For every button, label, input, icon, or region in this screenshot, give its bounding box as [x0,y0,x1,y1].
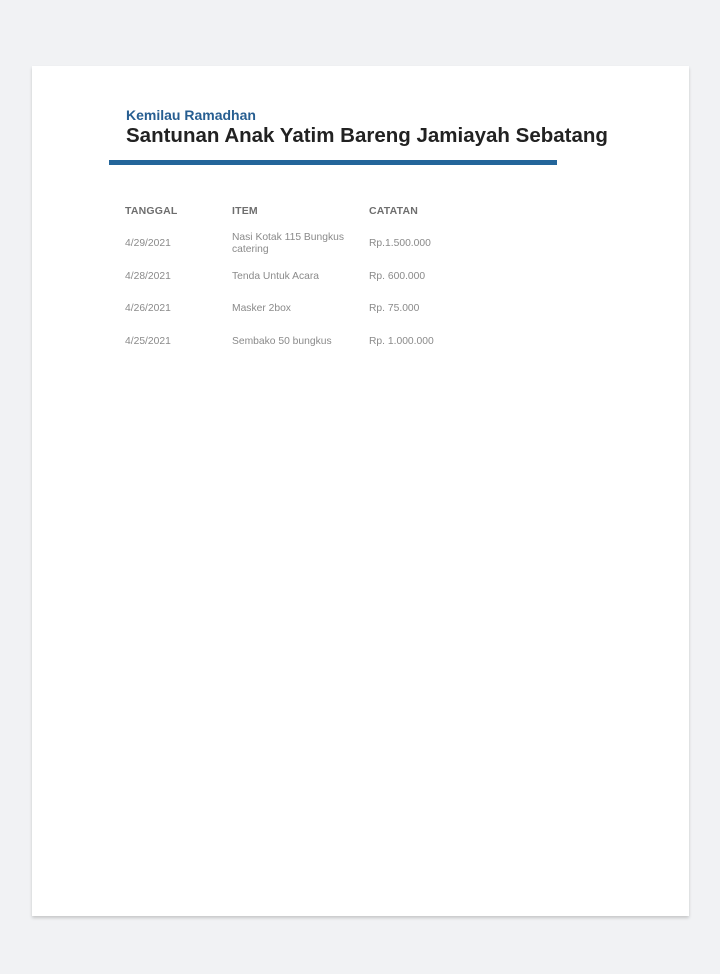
header-catatan: CATATAN [369,204,419,217]
row-item: Tenda Untuk Acara [232,270,320,282]
row-date: 4/26/2021 [125,303,171,314]
title-underline [109,160,557,165]
document-title: Santunan Anak Yatim Bareng Jamiayah Sebatang [126,124,608,147]
table-row [125,228,545,261]
row-note: Rp. 1.000.000 [369,335,434,347]
row-date: 4/28/2021 [125,270,171,282]
expense-table [125,204,545,358]
table-header-row [125,204,545,218]
row-note: Rp.1.500.000 [369,238,431,249]
row-note: Rp. 75.000 [369,303,420,314]
row-date: 4/29/2021 [125,238,171,249]
row-date: 4/25/2021 [125,335,171,347]
table-row [125,261,545,294]
table-row [125,293,545,326]
document-subtitle: Kemilau Ramadhan [126,107,256,123]
header-tanggal: TANGGAL [125,204,178,217]
document-page [32,66,689,916]
row-item: Masker 2box [232,303,291,314]
header-item: ITEM [232,204,258,217]
table-row [125,326,545,359]
row-item: Nasi Kotak 115 Bungkus catering [232,231,344,256]
row-note: Rp. 600.000 [369,270,426,282]
row-item: Sembako 50 bungkus [232,335,332,347]
